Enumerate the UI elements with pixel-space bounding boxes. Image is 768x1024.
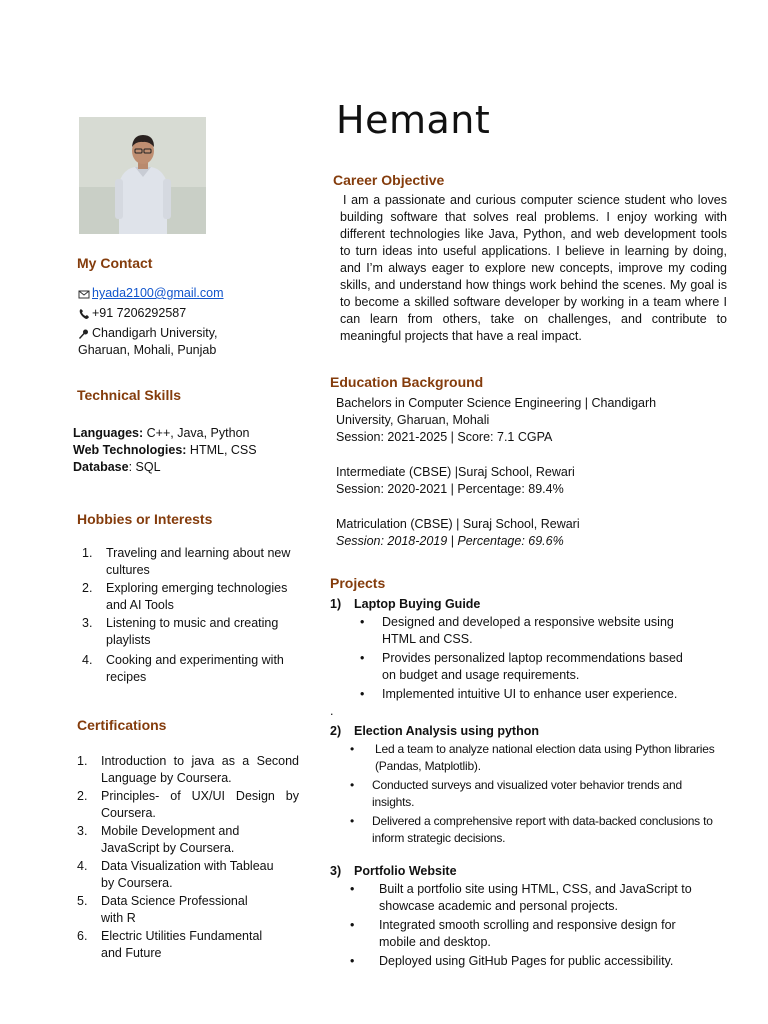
education-entry (336, 516, 696, 550)
bullet: • (360, 651, 365, 665)
list-item (82, 545, 302, 579)
list-item (350, 917, 710, 951)
bullet: • (350, 918, 355, 932)
list-text: Data Visualization with Tableau by Coursera. (101, 859, 274, 890)
list-number: 5. (77, 894, 88, 908)
list-item (360, 686, 700, 703)
list-text: Cooking and experimenting with recipes (106, 653, 284, 684)
skill-languages (73, 425, 303, 442)
skill-value: : SQL (128, 460, 161, 474)
skill-label: Web Technologies: (73, 443, 187, 457)
project-2 (330, 723, 730, 848)
skill-value: C++, Java, Python (143, 426, 250, 440)
list-text: Delivered a comprehensive report with data-backed conclusions to inform strategic decisions. (372, 814, 713, 845)
project-1 (330, 596, 730, 704)
bullet: • (350, 814, 355, 828)
skill-label: Languages: (73, 426, 144, 440)
list-text: Led a team to analyze national election data using Python libraries (Pandas, Matplotlib). (375, 742, 715, 773)
list-text: Traveling and learning about new cultures (106, 546, 291, 577)
skill-label: Database (73, 460, 129, 474)
contact-phone-row (78, 305, 298, 322)
education-session: Session: 2018-2019 | Percentage: 69.6% (336, 534, 564, 548)
hobbies-heading: Hobbies or Interests (77, 511, 213, 527)
list-text: Implemented intuitive UI to enhance user experience. (382, 687, 678, 701)
list-item (82, 652, 302, 686)
education-heading: Education Background (330, 374, 484, 390)
education-session: Session: 2020-2021 | Percentage: 89.4% (336, 482, 564, 496)
certifications-list (77, 753, 299, 963)
objective-heading: Career Objective (333, 172, 445, 188)
phone-icon (78, 308, 90, 320)
project-title (330, 596, 730, 613)
education-institution: Matriculation (CBSE) | Suraj School, Rewari (336, 517, 580, 531)
list-item (350, 777, 732, 811)
project-number: 3) (330, 864, 342, 878)
list-item (350, 813, 732, 847)
list-text: Designed and developed a responsive website using HTML and CSS. (382, 615, 674, 646)
project-bullets (360, 614, 700, 703)
list-text: Provides personalized laptop recommendations based on budget and usage requirements. (382, 651, 683, 682)
bullet: • (350, 954, 355, 968)
skill-database (73, 459, 303, 476)
list-number: 1. (82, 546, 93, 560)
list-number: 2. (82, 581, 93, 595)
list-item (77, 858, 299, 892)
project-separator: . (330, 704, 334, 718)
list-text: Electric Utilities Fundamental and Future (101, 929, 263, 960)
project-name: Portfolio Website (354, 864, 457, 878)
list-text: Mobile Development and JavaScript by Coursera. (101, 824, 240, 855)
list-number: 2. (77, 789, 88, 803)
list-item (77, 788, 299, 822)
education-list (336, 395, 696, 550)
list-text: Listening to music and creating playlists (106, 616, 279, 647)
objective-text: I am a passionate and curious computer science student who loves building software that solves real problems. I enjoy working with different technologies like Java, Python, and web development tools to turn ideas into useful applications. I believe in learning by doing, and I’m always eager to explore new concepts, improve my coding skills, and understand how things work behind the scenes. My goal is to become a skilled software developer by working in a team where I can learn from others, take on challenges, and contribute to meaningful projects that have a real impact. (340, 193, 727, 343)
list-item (350, 741, 732, 775)
contact-phone: +91 7206292587 (92, 306, 187, 320)
skill-value: HTML, CSS (186, 443, 257, 457)
bullet: • (360, 615, 365, 629)
bullet: • (350, 742, 355, 756)
list-item (360, 650, 700, 684)
project-name: Election Analysis using python (354, 724, 539, 738)
education-institution: Bachelors in Computer Science Engineering | Chandigarh University, Gharuan, Mohali (336, 396, 657, 427)
list-item (77, 823, 299, 857)
contact-heading: My Contact (77, 255, 153, 271)
contact-address-row (78, 325, 298, 342)
projects-heading: Projects (330, 575, 386, 591)
skills-list (73, 425, 303, 476)
list-number: 4. (82, 653, 93, 667)
project-3 (330, 863, 730, 971)
contact-address-line2: Gharuan, Mohali, Punjab (78, 343, 217, 357)
list-item (350, 881, 710, 915)
list-number: 1. (77, 754, 88, 768)
contact-email-row (78, 285, 298, 302)
list-number: 6. (77, 929, 88, 943)
project-bullets (350, 741, 732, 847)
project-title (330, 723, 730, 740)
hobbies-list (82, 545, 302, 687)
skills-heading: Technical Skills (77, 387, 182, 403)
certifications-heading: Certifications (77, 717, 167, 733)
project-number: 1) (330, 597, 342, 611)
contact-email-link[interactable]: hyada2100@gmail.com (92, 286, 224, 300)
education-entry (336, 464, 696, 498)
list-item (82, 615, 302, 649)
list-item (77, 753, 299, 787)
list-text: Exploring emerging technologies and AI Tools (106, 581, 288, 612)
list-item (360, 614, 700, 648)
list-number: 3. (82, 616, 93, 630)
education-session: Session: 2021-2025 | Score: 7.1 CGPA (336, 430, 553, 444)
pin-icon (78, 328, 90, 340)
list-text: Integrated smooth scrolling and responsive design for mobile and desktop. (379, 918, 676, 949)
profile-photo (79, 117, 206, 234)
profile-photo-figure (79, 117, 206, 234)
bullet: • (350, 778, 355, 792)
list-text: Data Science Professional with R (101, 894, 248, 925)
project-name: Laptop Buying Guide (354, 597, 481, 611)
project-bullets (350, 881, 710, 970)
education-institution: Intermediate (CBSE) |Suraj School, Rewari (336, 465, 575, 479)
education-entry (336, 395, 696, 446)
list-number: 3. (77, 824, 88, 838)
bullet: • (350, 882, 355, 896)
project-title (330, 863, 730, 880)
list-text: Built a portfolio site using HTML, CSS, and JavaScript to showcase academic and personal projects. (379, 882, 692, 913)
resume-name: Hemant (336, 98, 491, 142)
list-number: 4. (77, 859, 88, 873)
skill-web (73, 442, 303, 459)
bullet: • (360, 687, 365, 701)
list-text: Principles- of UX/UI Design by Coursera. (101, 789, 299, 820)
list-text: Introduction to java as a Second Language by Coursera. (101, 754, 299, 785)
list-item (350, 953, 710, 970)
contact-address-line1: Chandigarh University, (92, 326, 218, 340)
project-number: 2) (330, 724, 342, 738)
list-item (82, 580, 302, 614)
envelope-icon (78, 288, 90, 300)
list-item (77, 928, 299, 962)
list-item (77, 893, 299, 927)
list-text: Conducted surveys and visualized voter behavior trends and insights. (372, 778, 682, 809)
list-text: Deployed using GitHub Pages for public accessibility. (379, 954, 674, 968)
contact-block (78, 285, 298, 359)
